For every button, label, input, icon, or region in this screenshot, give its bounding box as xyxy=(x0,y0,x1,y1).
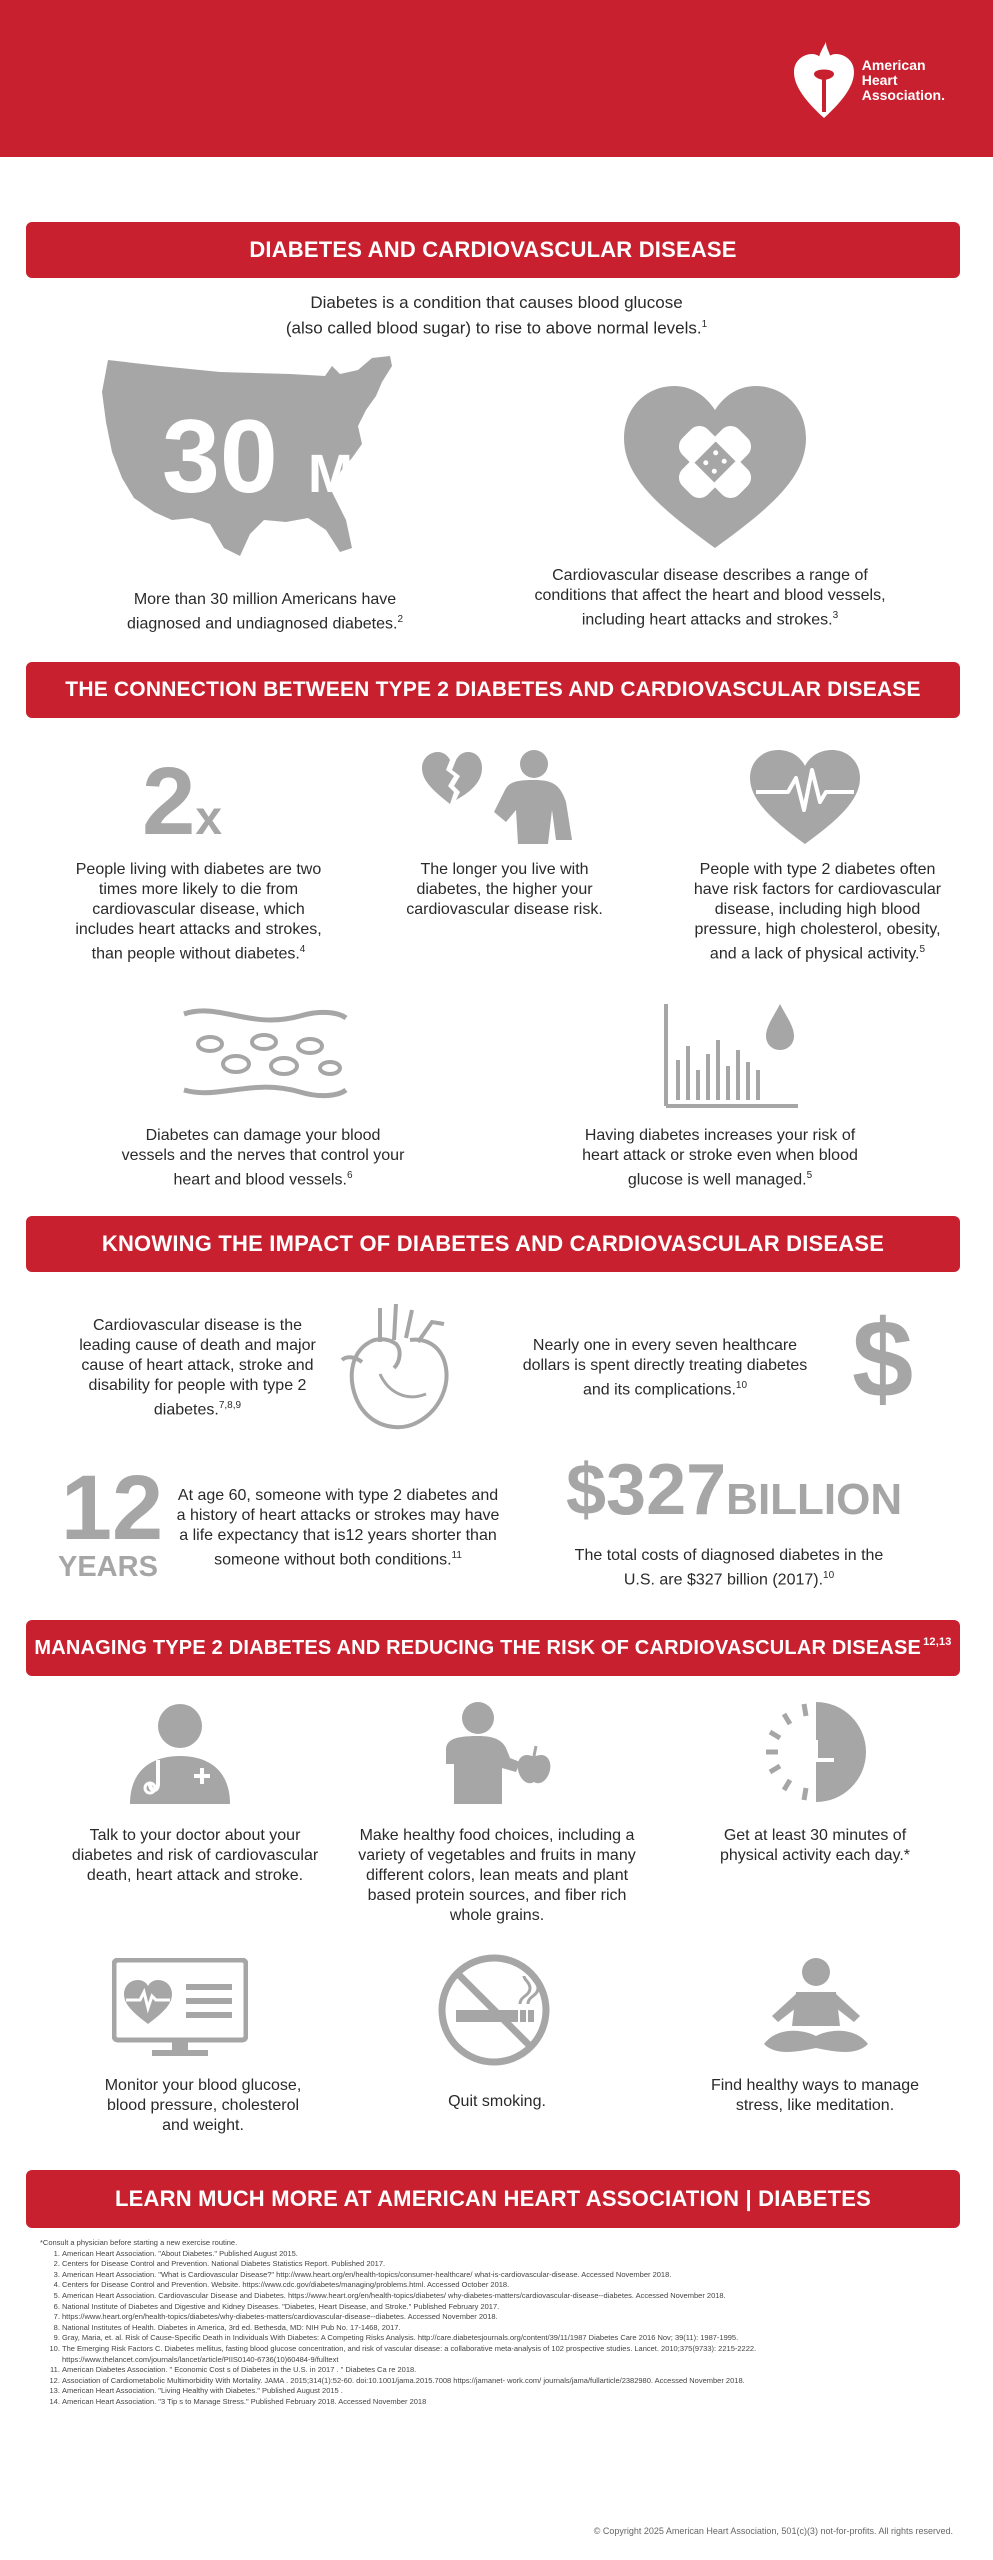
person-apple-icon xyxy=(436,1700,556,1804)
impact-item-1-ref: 7,8,9 xyxy=(218,1400,242,1411)
reference-item: 13. American Heart Association. "Living Healthy with Diabetes." Published August 2015 . xyxy=(62,2386,940,2397)
manage-item-3: Get at least 30 minutes of physical activity each day.* xyxy=(719,1827,910,1864)
monitor-icon xyxy=(112,1958,248,2058)
connection-item-2: The longer you live with diabetes, the higher your cardiovascular disease risk. xyxy=(406,861,603,918)
connection-item-1-text: People living with diabetes are two times more likely to die from cardiovascular disease, which includes heart attacks and strokes, than people without diabetes. xyxy=(75,861,322,963)
cvd-text xyxy=(530,566,890,630)
manage-item-4: Monitor your blood glucose, blood pressure, cholesterol and weight. xyxy=(104,2077,302,2134)
intro-ref: 1 xyxy=(701,319,708,330)
stat-30-desc: More than 30 million Americans have diagnosed and undiagnosed diabetes. xyxy=(126,591,398,633)
meditation-icon xyxy=(756,1956,876,2066)
reference-item: 7. https://www.heart.org/en/health-topics/diabetes/why-diabetes-matters/cardiovascular-disease--diabetes. Accessed November 2018. xyxy=(62,2312,940,2323)
clock-timer-icon xyxy=(764,1700,868,1804)
heart-torch-icon xyxy=(792,38,856,122)
manage-item-6: Find healthy ways to manage stress, like meditation. xyxy=(710,2077,920,2114)
intro-line1: Diabetes is a condition that causes blood glucose xyxy=(310,293,683,312)
heart-rate-icon xyxy=(748,748,863,846)
anatomical-heart-icon xyxy=(340,1302,460,1434)
cost-unit: BILLION xyxy=(726,1475,903,1524)
connection-item-5 xyxy=(570,1126,870,1190)
refs-note: *Consult a physician before starting a new exercise routine. xyxy=(40,2238,238,2247)
header-bar xyxy=(0,0,993,157)
doctor-icon xyxy=(128,1700,232,1804)
stat-30-text xyxy=(100,590,430,634)
stat-30-ref: 2 xyxy=(397,614,403,625)
heart-bandage-icon xyxy=(620,382,810,552)
section3-title: KNOWING THE IMPACT OF DIABETES AND CARDIOVASCULAR DISEASE xyxy=(26,1216,960,1272)
references-block xyxy=(40,2238,940,2408)
connection-item-4 xyxy=(118,1126,408,1190)
connection-item-3-ref: 5 xyxy=(919,944,926,955)
connection-item-1-ref: 4 xyxy=(299,944,306,955)
reference-item: 1. American Heart Association. "About Diabetes." Published August 2015. xyxy=(62,2249,940,2260)
reference-item: 5. American Heart Association. Cardiovascular Disease and Diabetes. https://www.heart.org/en/health-topics/diabetes/ why-diabetes-matters/cardiovascular-disease--diabetes. Accessed November 2018. xyxy=(62,2291,940,2302)
broken-heart-person-icon xyxy=(420,748,575,848)
stat-30-unit: M xyxy=(308,444,353,504)
glucose-chart-icon xyxy=(662,1000,802,1110)
section4-title-ref: 12,13 xyxy=(923,1636,952,1648)
two-x-unit: x xyxy=(195,792,223,845)
intro-line2: (also called blood sugar) to rise to above normal levels. xyxy=(285,318,702,338)
aha-logo[interactable] xyxy=(792,38,945,122)
reference-item: 4. Centers for Disease Control and Prevention. Website. https://www.cdc.gov/diabetes/managing/problems.html. Accessed October 2018. xyxy=(62,2280,940,2291)
reference-item: 3. American Heart Association. "What is Cardiovascular Disease?" http://www.heart.org/en/health-topics/consumer-healthcare/ what-is-cardiovascular-disease. Accessed November 2018. xyxy=(62,2270,940,2281)
impact-item-2 xyxy=(520,1336,810,1400)
connection-item-3 xyxy=(690,860,945,964)
connection-item-3-text: People with type 2 diabetes often have risk factors for cardiovascular disease, including high blood pressure, high cholesterol, obesity, and a lack of physical activity. xyxy=(693,861,942,963)
connection-item-4-ref: 6 xyxy=(346,1170,353,1181)
connection-item-5-ref: 5 xyxy=(806,1170,813,1181)
cost-stat xyxy=(566,1450,902,1540)
connection-item-1 xyxy=(66,860,331,964)
impact-item-3-text: At age 60, someone with type 2 diabetes and a history of heart attacks or strokes may have a life expectancy that is12 years shorter than someone without both conditions. xyxy=(176,1487,500,1569)
reference-item: 10. The Emerging Risk Factors C. Diabetes mellitus, fasting blood glucose concentration, and risk of vascular disease: a collaborative meta-analysis of 102 prospective studies. Lancet. 2010;375(9733): 2215-2222. https://www.thelancet.com/journals/lancet/article/PIIS0140-6736(10)60484-9/fulltext xyxy=(62,2344,940,2365)
cvd-desc: Cardiovascular disease describes a range of conditions that affect the heart and blood vessels, including heart attacks and strokes. xyxy=(534,567,886,629)
connection-item-4-text: Diabetes can damage your blood vessels and the nerves that control your heart and blood vessels. xyxy=(121,1127,405,1189)
twelve-years-label: YEARS xyxy=(58,1551,158,1583)
impact-item-4-ref: 10 xyxy=(823,1570,835,1581)
connection-item-5-text: Having diabetes increases your risk of heart attack or stroke even when blood glucose is well managed. xyxy=(582,1127,858,1189)
no-smoking-icon xyxy=(436,1952,552,2068)
impact-item-1 xyxy=(70,1316,325,1420)
manage-item-5: Quit smoking. xyxy=(448,2093,546,2110)
impact-item-3 xyxy=(172,1486,504,1570)
reference-item: 12. Association of Cardiometabolic Multimorbidity With Mortality. JAMA . 2015;314(1):52-60. doi:10.1001/jama.2015.7008 https://jamanet- work.com/ journals/jama/fullarticle/2382980. Accessed November 2018. xyxy=(62,2376,940,2387)
section1-intro xyxy=(150,292,843,340)
copyright-text: © Copyright 2025 American Heart Association, 501(c)(3) not-for-profits. All rights reserved. xyxy=(593,2526,953,2536)
impact-item-2-ref: 10 xyxy=(735,1380,748,1391)
manage-item-1: Talk to your doctor about your diabetes and risk of cardiovascular death, heart attack and stroke. xyxy=(71,1827,319,1884)
logo-text-line2: Heart xyxy=(861,71,898,88)
reference-item: 11. American Diabetes Association. " Economic Cost s of Diabetes in the U.S. in 2017 . " Diabetes Ca re 2018. xyxy=(62,2365,940,2376)
reference-item: 9. Gray, Maria, et. al. Risk of Cause-Specific Death in Individuals With Diabetes: A Competing Risks Analysis. http://care.diabetesjournals.org/content/39/11/1987 Diabetes Care 2016 Nov; 39(11): 1987-1995. xyxy=(62,2333,940,2344)
logo-text-line1: American xyxy=(861,56,926,73)
impact-item-4 xyxy=(570,1546,888,1590)
twelve-years-number: 12 xyxy=(60,1457,164,1559)
learn-more-link[interactable]: LEARN MUCH MORE AT AMERICAN HEART ASSOCIATION | DIABETES xyxy=(26,2170,960,2228)
section4-title-text: MANAGING TYPE 2 DIABETES AND REDUCING THE RISK OF CARDIOVASCULAR DISEASE xyxy=(34,1636,922,1659)
section1-title: DIABETES AND CARDIOVASCULAR DISEASE xyxy=(26,222,960,278)
reference-item: 8. National Institutes of Health. Diabetes in America, 3rd ed. Bethesda, MD: NIH Pub No. 17-1468, 2017. xyxy=(62,2323,940,2334)
manage-item-2: Make healthy food choices, including a variety of vegetables and fruits in many different colors, lean meats and plant based protein sources, and fiber rich whole grains. xyxy=(358,1827,636,1924)
reference-item: 14. American Heart Association. "3 Tip s to Manage Stress." Published February 2018. Accessed November 2018 xyxy=(62,2397,940,2408)
cvd-ref: 3 xyxy=(832,610,839,621)
reference-item: 6. National Institute of Diabetes and Digestive and Kidney Diseases. "Diabetes, Heart Disease, and Stroke." Published February 2017. xyxy=(62,2302,940,2313)
section4-title xyxy=(26,1620,960,1676)
dollar-sign-icon: $ xyxy=(852,1298,914,1421)
cost-big: $327 xyxy=(566,1450,727,1530)
stat-30-number: 30 xyxy=(162,399,278,515)
usa-map-icon xyxy=(100,352,430,567)
impact-item-4-text: The total costs of diagnosed diabetes in the U.S. are $327 billion (2017). xyxy=(574,1547,884,1589)
reference-item: 2. Centers for Disease Control and Prevention. National Diabetes Statistics Report. Published 2017. xyxy=(62,2259,940,2270)
two-x-number: 2 xyxy=(142,748,196,855)
section2-title: THE CONNECTION BETWEEN TYPE 2 DIABETES AND CARDIOVASCULAR DISEASE xyxy=(26,662,960,718)
two-x-stat xyxy=(142,748,223,869)
impact-item-2-text: Nearly one in every seven healthcare dollars is spent directly treating diabetes and its complications. xyxy=(522,1337,808,1399)
impact-item-3-ref: 11 xyxy=(451,1550,462,1561)
logo-text-line3: Association. xyxy=(861,86,945,103)
blood-vessel-icon xyxy=(180,1004,350,1104)
references-list xyxy=(40,2249,940,2408)
impact-item-1-text: Cardiovascular disease is the leading cause of death and major cause of heart attack, stroke and disability for people with type 2 diabetes. xyxy=(79,1317,316,1419)
